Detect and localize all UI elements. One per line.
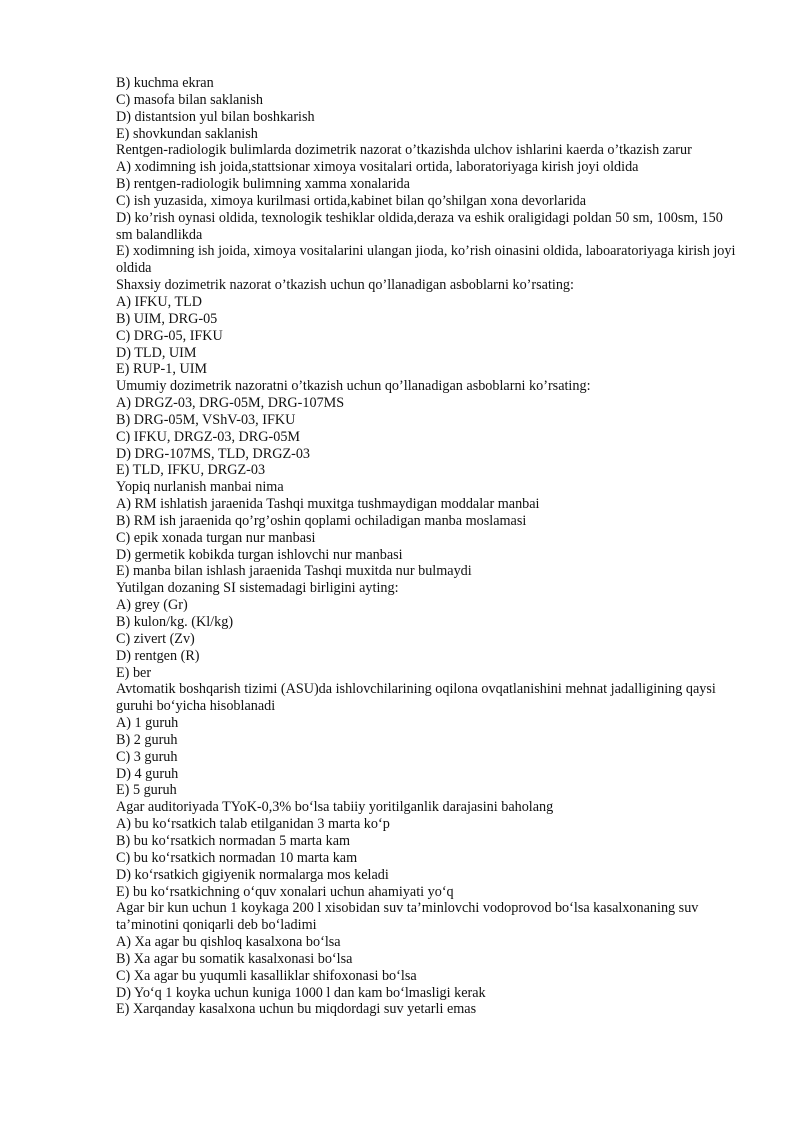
answer-option: B) 2 guruh	[116, 731, 178, 748]
answer-option: D) DRG-107MS, TLD, DRGZ-03	[116, 445, 311, 462]
question-text: Avtomatik boshqarish tizimi (ASU)da ishlovchilarining oqilona ovqatlanishini mehnat jadalligining qaysi guruhi bo‘yicha hisoblanadi	[116, 681, 716, 715]
answer-option: D) 4 guruh	[116, 765, 179, 782]
answer-option: E) shovkundan saklanish	[116, 125, 258, 142]
answer-option: B) UIM, DRG-05	[116, 310, 218, 327]
answer-option: B) RM ish jaraenida qo’rg’oshin qoplami ochiladigan manba moslamasi	[116, 512, 527, 529]
answer-option: C) epik xonada turgan nur manbasi	[116, 529, 316, 546]
answer-option: A) DRGZ-03, DRG-05M, DRG-107MS	[116, 395, 345, 412]
answer-option: E) RUP-1, UIM	[116, 361, 208, 378]
answer-option: E) bu ko‘rsatkichning o‘quv xonalari uchun ahamiyati yo‘q	[116, 883, 454, 900]
answer-option: C) 3 guruh	[116, 748, 178, 765]
answer-option: D) rentgen (R)	[116, 647, 200, 664]
answer-option: D) germetik kobikda turgan ishlovchi nur manbasi	[116, 546, 403, 563]
answer-option: E) 5 guruh	[116, 782, 177, 799]
answer-option: E) ber	[116, 664, 152, 681]
document-page	[116, 75, 736, 1018]
question-text: Umumiy dozimetrik nazoratni o’tkazish uchun qo’llanadigan asboblarni ko’rsating:	[116, 378, 591, 395]
answer-option: A) RM ishlatish jaraenida Tashqi muxitga tushmaydigan moddalar manbai	[116, 496, 540, 513]
answer-option: D) ko‘rsatkich gigiyenik normalarga mos keladi	[116, 866, 389, 883]
answer-option: A) xodimning ish joida,stattsionar ximoya vositalari ortida, laboratoriyaga kirish joyi oldida	[116, 159, 639, 176]
answer-option: E) xodimning ish joida, ximoya vositalarini ulangan jioda, ko’rish oinasini oldida, laboaratoriyaga kirish joyi oldida	[116, 243, 736, 277]
answer-option: C) Xa agar bu yuqumli kasalliklar shifoxonasi bo‘lsa	[116, 967, 417, 984]
answer-option: B) kulon/kg. (Kl/kg)	[116, 614, 234, 630]
answer-option: B) bu ko‘rsatkich normadan 5 marta kam	[116, 832, 351, 849]
answer-option: D) ko’rish oynasi oldida, texnologik teshiklar oldida,deraza va eshik oraligidagi poldan 50 sm, 100sm, 150 sm balandlikda	[116, 209, 723, 243]
answer-option: B) kuchma ekran	[116, 75, 214, 91]
question-text: Agar auditoriyada TYoK-0,3% bo‘lsa tabiiy yoritilganlik darajasini baholang	[116, 799, 554, 816]
answer-option: D) TLD, UIM	[116, 344, 197, 361]
answer-option: B) DRG-05M, VShV-03, IFKU	[116, 411, 296, 428]
question-text: Yopiq nurlanish manbai nima	[116, 479, 284, 496]
answer-option: A) bu ko‘rsatkich talab etilganidan 3 marta ko‘p	[116, 816, 390, 833]
answer-option: C) zivert (Zv)	[116, 630, 195, 647]
question-text: Agar bir kun uchun 1 koykaga 200 l xisobidan suv ta’minlovchi vodoprovod bo‘lsa kasalxonaning suv ta’minotini qoniqarli deb bo‘ladimi	[116, 900, 699, 934]
question-text: Shaxsiy dozimetrik nazorat o’tkazish uchun qo’llanadigan asboblarni ko’rsating:	[116, 277, 574, 294]
question-text: Rentgen-radiologik bulimlarda dozimetrik nazorat o’tkazishda ulchov ishlarini kaerda o’tkazish zarur	[116, 142, 692, 159]
answer-option: E) Xarqanday kasalxona uchun bu miqdordagi suv yetarli emas	[116, 1001, 477, 1018]
answer-option: A) grey (Gr)	[116, 597, 188, 614]
answer-option: A) IFKU, TLD	[116, 293, 203, 310]
answer-option: B) rentgen-radiologik bulimning xamma xonalarida	[116, 176, 410, 193]
answer-option: C) masofa bilan saklanish	[116, 91, 263, 108]
answer-option: D) Yo‘q 1 koyka uchun kuniga 1000 l dan kam bo‘lmasligi kerak	[116, 984, 486, 1001]
answer-option: A) Xa agar bu qishloq kasalxona bo‘lsa	[116, 934, 341, 951]
answer-option: E) TLD, IFKU, DRGZ-03	[116, 462, 266, 479]
answer-option: C) DRG-05, IFKU	[116, 327, 223, 344]
answer-option: C) IFKU, DRGZ-03, DRG-05M	[116, 428, 301, 445]
answer-option: B) Xa agar bu somatik kasalxonasi bo‘lsa	[116, 950, 353, 967]
answer-option: D) distantsion yul bilan boshkarish	[116, 108, 315, 125]
answer-option: C) bu ko‘rsatkich normadan 10 marta kam	[116, 849, 358, 866]
answer-option: C) ish yuzasida, ximoya kurilmasi ortida,kabinet bilan qo’shilgan xona devorlarida	[116, 192, 587, 209]
answer-option: A) 1 guruh	[116, 715, 179, 732]
question-text: Yutilgan dozaning SI sistemadagi birligini ayting:	[116, 580, 399, 597]
answer-option: E) manba bilan ishlash jaraenida Tashqi muxitda nur bulmaydi	[116, 563, 472, 580]
